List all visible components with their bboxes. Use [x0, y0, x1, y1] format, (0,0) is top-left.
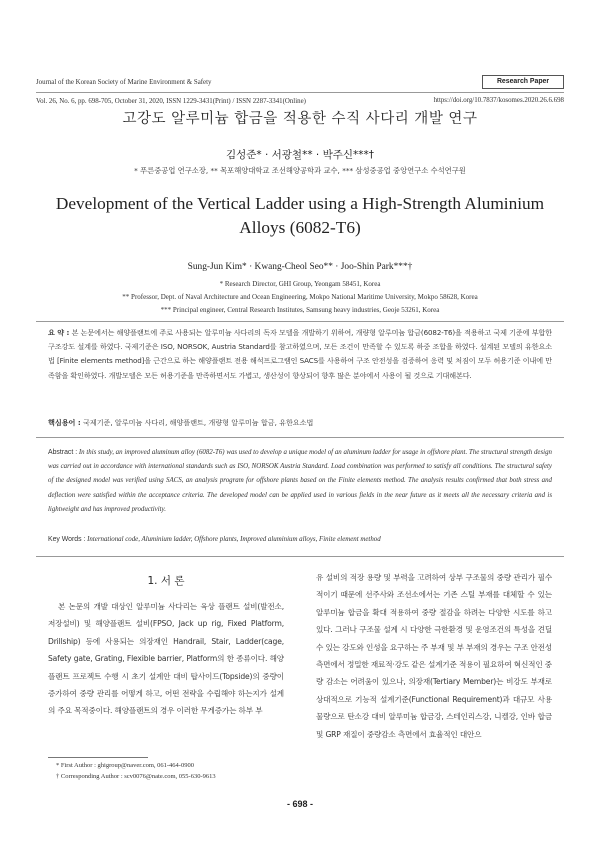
english-keywords-text: International code, Aluminium ladder, Offshore plants, Improved aluminium alloys, Finite element method — [87, 536, 381, 543]
footnote-first-author: * First Author : ghigroup@naver.com, 061-464-0900 — [56, 762, 194, 769]
english-abstract-text: In this study, an improved aluminum alloy (6082-T6) was used to develop a unique model of an aluminum ladder for usage in offshore plant. The structural strength design was carried out in accordance with international standards such as ISO, NORSOK Austria Standard. Load combination was performed to satisfy all conditions. The structural safety of the designed model was verified using SACS, an analysis program for offshore plants based on the Finite elements method. The analysis results confirmed that both stress and deflection were satisfied within the acceptance criteria. The developed model can be applied used in various fields in the near future as it meets all the necessary criteria and is lightweight and has improved productivity. — [48, 449, 552, 513]
korean-abstract-label: 요 약 : — [48, 328, 70, 337]
korean-title: 고강도 알루미늄 합금을 적용한 수직 사다리 개발 연구 — [122, 111, 478, 127]
abstract-divider-rule — [36, 437, 564, 438]
english-abstract-label: Abstract : — [48, 449, 78, 456]
english-authors: Sung-Jun Kim* · Kwang-Cheol Seo** · Joo-Shin Park***† — [187, 262, 413, 272]
abstract-bottom-rule — [36, 556, 564, 557]
header-rule — [36, 92, 564, 93]
volume-info: Vol. 26, No. 6, pp. 698-705, October 31, 2020, ISSN 1229-3431(Print) / ISSN 2287-3341(Online) — [36, 98, 306, 105]
research-paper-badge: Research Paper — [482, 75, 564, 89]
affiliation-1: * Research Director, GHI Group, Yeongam 58451, Korea — [219, 280, 381, 288]
body-left-column: 본 논문의 개발 대상인 알루미늄 사다리는 육상 플랜트 설비(발전소, 저장설비) 및 해양플랜트 설비(FPSO, Jack up rig, Fixed Platform, Drillship) 등에 사용되는 의장재인 Handrail, Stair, Ladder(cage, Safety gate, Grating, Flexible barrier, Platform의 한 종류이다. 해양플랜트 프로젝트 수행 시 초기 설계안 대비 탑사이드(Topside)의 중량이 증가하여 중량 관리를 어떻게 하고, 어떤 전략을 수립해야 하는지가 설계의 주요 목적중이다. 해양플랜트의 경우 이러한 무게증가는 하부 부 — [48, 602, 284, 716]
body-right-column: 유 설비의 적장 용량 및 부력을 고려하여 상부 구조물의 중량 관리가 필수적이기 때문에 선주사와 조선소에서는 기존 스틸 부재를 대체할 수 있는 알루미늄 합금을 확대 적용하여 중량 절감을 하려는 다양한 시도를 하고 있다. 그러나 구조물 설계 시 다양한 극한환경 및 운영조건의 특성을 견딜 수 있는 강도와 인성을 요구하는 주 부재 및 부 부재의 경우는 구조 안전성 측면에서 정밀한 재료적·강도 같은 설계기준 적용이 필요하여 혁신적인 중량 감소는 어려움이 있으나, 의장재(Tertiary Member)는 비강도 부재로 상대적으로 기능적 설계기준(Functional Requirement)과 대규모 사용물량으로 탄소강 대비 알루미늄 합금강, 스테인리스강, 니켈강, 인바 합금 및 GRP 재질이 중량감소 측면에서 효율적인 대안으 — [316, 573, 552, 739]
english-abstract — [48, 446, 552, 517]
english-keywords — [48, 536, 552, 543]
korean-abstract-text: 본 논문에서는 해양플랜트에 주로 사용되는 알루미늄 사다리의 독자 모델을 개발하기 위하여, 개량형 알루미늄 합금(6082-T6)을 적용하고 국제 기준에 부합한 구조강도 설계를 하였다. 국제기준은 ISO, NORSOK, Austria Standard를 참고하였으며, 모든 조건이 만족할 수 있도록 하중 조합을 하였다. 설계된 모델의 유한요소법 [Finite elements method]을 근간으로 하는 해양플랜트 전용 해석프로그램인 SACS를 사용하여 구조 안전성을 검증하여 응력 및 처짐이 모두 허용기준 이내에 만족함을 확인하였다. 개발모델은 모든 허용기준을 만족하면서도 가볍고, 생산성이 향상되어 향후 많은 분야에서 사용이 될 것으로 기대해본다. — [48, 328, 552, 380]
page-number: - 698 - — [286, 799, 313, 809]
journal-name: Journal of the Korean Society of Marine Environment & Safety — [36, 79, 212, 86]
affiliation-2: ** Professor, Dept. of Naval Architecture and Ocean Engineering, Mokpo National Maritime University, Mokpo 58628, Korea — [122, 293, 478, 301]
abstract-top-rule — [36, 321, 564, 322]
affiliation-3: *** Principal engineer, Central Research Institutes, Samsung heavy industries, Geoje 53261, Korea — [160, 306, 440, 314]
section-heading-introduction: 1. 서 론 — [147, 575, 185, 587]
english-title: Development of the Vertical Ladder using a High-Strength Aluminium Alloys (6082-T6) — [55, 194, 545, 237]
korean-affiliation: * 푸른중공업 연구소장, ** 목포해양대학교 조선해양공학과 교수, *** 삼성중공업 중앙연구소 수석연구원 — [134, 166, 466, 175]
korean-keywords-label: 핵심용어 : — [48, 418, 81, 427]
footnote-rule — [48, 757, 148, 758]
doi-link[interactable]: https://doi.org/10.7837/kosomes.2020.26.6.698 — [433, 97, 564, 104]
korean-keywords — [48, 418, 552, 428]
footnote-corresponding-author: † Corresponding Author : scv0076@nate.com, 055-630-9613 — [56, 773, 216, 780]
english-keywords-label: Key Words : — [48, 536, 86, 543]
korean-abstract — [48, 326, 552, 383]
korean-keywords-text: 국제기준, 알루미늄 사다리, 해양플랜트, 개량형 알루미늄 합금, 유한요소법 — [82, 418, 314, 427]
korean-authors: 김성준* · 서광철** · 박주신***† — [225, 149, 375, 161]
